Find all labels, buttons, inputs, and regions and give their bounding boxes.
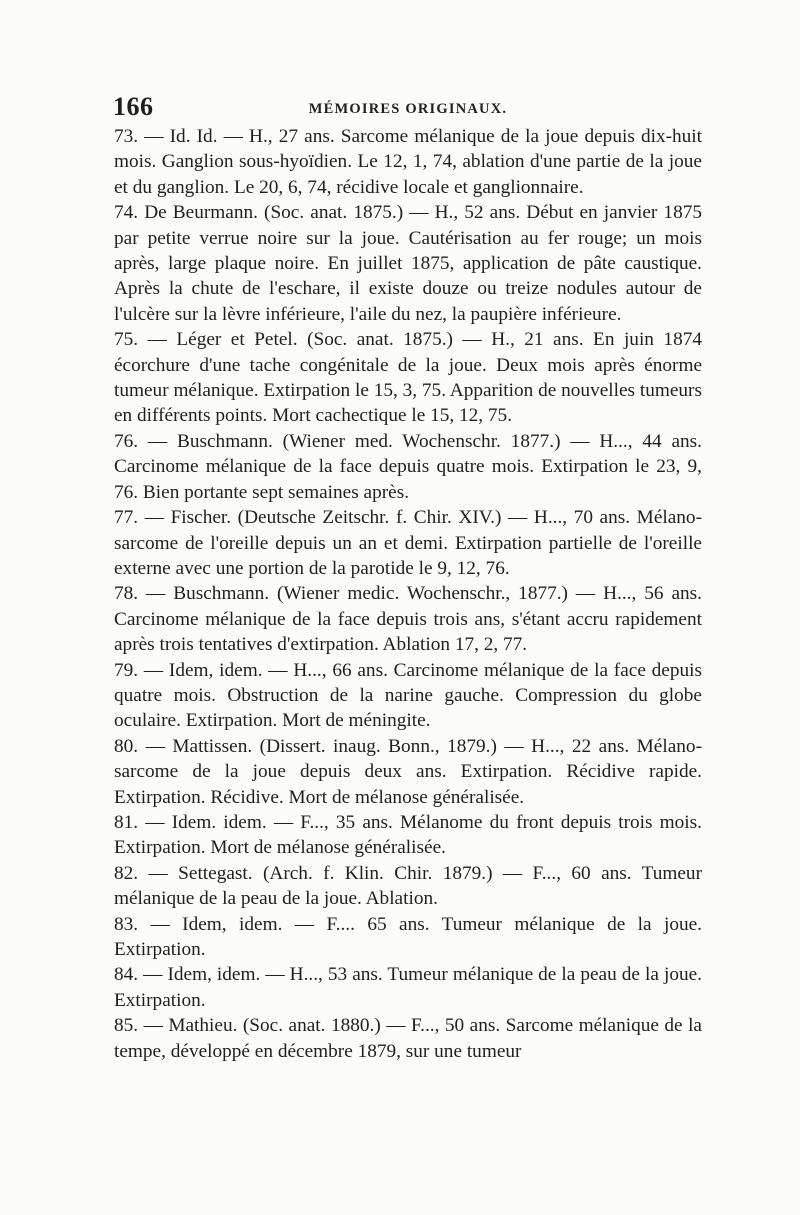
case-entry-81: 81. — Idem. idem. — F..., 35 ans. Mélanome du front depuis trois mois. Extirpation. Mort de mélanose généralisée. bbox=[114, 811, 702, 859]
case-entry-83: 83. — Idem, idem. — F.... 65 ans. Tumeur mélanique de la joue. Extirpation. bbox=[114, 913, 702, 960]
case-entry-85: 85. — Mathieu. (Soc. anat. 1880.) — F..., 50 ans. Sarcome mélanique de la tempe, développé en décembre 1879, sur une tumeur bbox=[114, 1015, 702, 1062]
case-entry-73: 73. — Id. Id. — H., 27 ans. Sarcome mélanique de la joue depuis dix-huit mois. Ganglion sous-hyoïdien. Le 12, 1, 74, ablation d'une partie de la joue et du ganglion. Le 20, 6, 74, récidive locale et ganglionnaire. bbox=[114, 126, 702, 198]
case-entry-79: 79. — Idem, idem. — H..., 66 ans. Carcinome mélanique de la face depuis quatre mois. Obstruction de la narine gauche. Compression du globe oculaire. Extirpation. Mort de méningite. bbox=[114, 659, 702, 732]
page-header bbox=[113, 92, 703, 126]
case-entry-82: 82. — Settegast. (Arch. f. Klin. Chir. 1879.) — F..., 60 ans. Tumeur mélanique de la peau de la joue. Ablation. bbox=[114, 862, 702, 910]
case-entry-78: 78. — Buschmann. (Wiener medic. Wochenschr., 1877.) — H..., 56 ans. Carcinome mélanique de la face depuis trois ans, s'étant accru rapidement après trois tentatives d'extirpation. Ablation 17, 2, 77. bbox=[114, 583, 702, 656]
running-title: MÉMOIRES ORIGINAUX. bbox=[308, 101, 508, 117]
case-entry-80: 80. — Mattissen. (Dissert. inaug. Bonn., 1879.) — H..., 22 ans. Mélano-sarcome de la joue depuis deux ans. Extirpation. Récidive rapide. Extirpation. Récidive. Mort de mélanose généralisée. bbox=[114, 735, 702, 808]
page-number: 166 bbox=[113, 92, 154, 121]
case-entry-75: 75. — Léger et Petel. (Soc. anat. 1875.) — H., 21 ans. En juin 1874 écorchure d'une tache congénitale de la joue. Deux mois après énorme tumeur mélanique. Extirpation le 15, 3, 75. Apparition de nouvelles tumeurs en différents points. Mort cachectique le 15, 12, 75. bbox=[114, 329, 702, 427]
body-text bbox=[114, 124, 702, 1064]
case-entry-76: 76. — Buschmann. (Wiener med. Wochenschr. 1877.) — H..., 44 ans. Carcinome mélanique de la face depuis quatre mois. Extirpation le 23, 9, 76. Bien portante sept semaines après. bbox=[114, 430, 702, 503]
case-entry-77: 77. — Fischer. (Deutsche Zeitschr. f. Chir. XIV.) — H..., 70 ans. Mélano-sarcome de l'oreille depuis un an et demi. Extirpation partielle de l'oreille externe avec une portion de la parotide le 9, 12, 76. bbox=[114, 507, 702, 579]
case-entry-84: 84. — Idem, idem. — H..., 53 ans. Tumeur mélanique de la peau de la joue. Extirpation. bbox=[114, 964, 702, 1011]
case-entry-74: 74. De Beurmann. (Soc. anat. 1875.) — H., 52 ans. Début en janvier 1875 par petite verrue noire sur la joue. Cautérisation au fer rouge; un mois après, large plaque noire. En juillet 1875, application de pâte caustique. Après la chute de l'eschare, il existe douze ou treize nodules autour de l'ulcère sur la lèvre inférieure, l'aile du nez, la paupière inférieure. bbox=[114, 202, 702, 325]
